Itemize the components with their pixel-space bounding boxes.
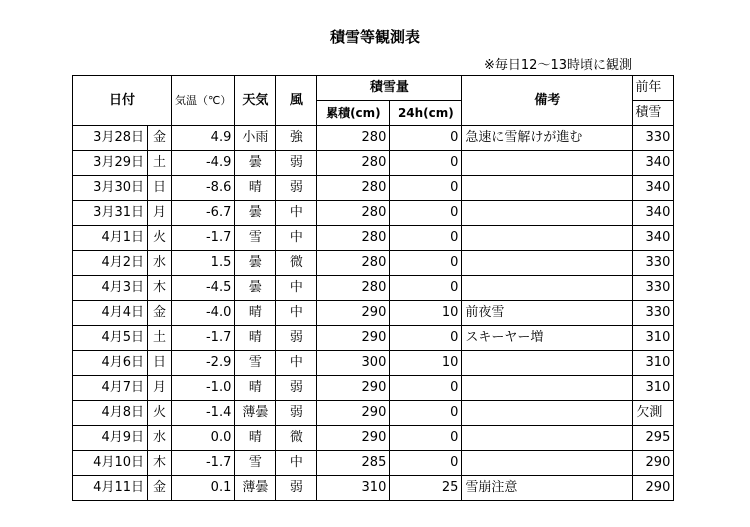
weekday-cell: 水: [148, 251, 172, 276]
cumulative-snow-cell: 290: [317, 301, 390, 326]
table-row: [73, 276, 674, 301]
snow-24h-cell: 10: [390, 301, 462, 326]
header-prev-year-line1: 前年: [633, 76, 674, 101]
weather-cell: 曇: [235, 276, 276, 301]
cumulative-snow-cell: 280: [317, 276, 390, 301]
prev-year-snow-cell: 330: [633, 276, 674, 301]
remarks-cell: スキーヤー増: [462, 326, 633, 351]
date-cell: 4月4日: [73, 301, 148, 326]
wind-cell: 弱: [276, 326, 317, 351]
weather-cell: 晴: [235, 426, 276, 451]
date-cell: 3月30日: [73, 176, 148, 201]
cumulative-snow-cell: 290: [317, 326, 390, 351]
prev-year-snow-cell: 330: [633, 251, 674, 276]
weekday-cell: 日: [148, 176, 172, 201]
remarks-cell: 前夜雪: [462, 301, 633, 326]
header-prev-year-line2: 積雪: [633, 101, 674, 126]
temperature-cell: -4.5: [172, 276, 235, 301]
cumulative-snow-cell: 310: [317, 476, 390, 501]
remarks-cell: [462, 351, 633, 376]
remarks-cell: [462, 201, 633, 226]
wind-cell: 強: [276, 126, 317, 151]
remarks-cell: [462, 451, 633, 476]
wind-cell: 中: [276, 351, 317, 376]
header-wind: 風: [276, 76, 317, 126]
cumulative-snow-cell: 300: [317, 351, 390, 376]
wind-cell: 微: [276, 426, 317, 451]
wind-cell: 弱: [276, 151, 317, 176]
date-cell: 4月6日: [73, 351, 148, 376]
header-date: 日付: [73, 76, 172, 126]
date-cell: 3月31日: [73, 201, 148, 226]
weather-cell: 曇: [235, 201, 276, 226]
snow-24h-cell: 0: [390, 201, 462, 226]
snow-24h-cell: 0: [390, 276, 462, 301]
remarks-cell: 雪崩注意: [462, 476, 633, 501]
cumulative-snow-cell: 280: [317, 201, 390, 226]
wind-cell: 弱: [276, 176, 317, 201]
table-row: [73, 351, 674, 376]
weekday-cell: 土: [148, 151, 172, 176]
prev-year-snow-cell: 340: [633, 201, 674, 226]
wind-cell: 弱: [276, 376, 317, 401]
weekday-cell: 日: [148, 351, 172, 376]
weather-cell: 晴: [235, 326, 276, 351]
header-remarks: 備考: [462, 76, 633, 126]
weekday-cell: 水: [148, 426, 172, 451]
wind-cell: 中: [276, 276, 317, 301]
cumulative-snow-cell: 280: [317, 126, 390, 151]
date-cell: 3月28日: [73, 126, 148, 151]
temperature-cell: -1.4: [172, 401, 235, 426]
snow-24h-cell: 0: [390, 426, 462, 451]
cumulative-snow-cell: 280: [317, 226, 390, 251]
temperature-cell: -1.0: [172, 376, 235, 401]
date-cell: 4月10日: [73, 451, 148, 476]
weather-cell: 曇: [235, 151, 276, 176]
temperature-cell: -1.7: [172, 451, 235, 476]
cumulative-snow-cell: 285: [317, 451, 390, 476]
weather-cell: 晴: [235, 376, 276, 401]
date-cell: 4月7日: [73, 376, 148, 401]
remarks-cell: 急速に雪解けが進む: [462, 126, 633, 151]
cumulative-snow-cell: 280: [317, 251, 390, 276]
prev-year-snow-cell: 310: [633, 326, 674, 351]
snow-24h-cell: 0: [390, 326, 462, 351]
date-cell: 4月3日: [73, 276, 148, 301]
table-row: [73, 176, 674, 201]
weekday-cell: 木: [148, 451, 172, 476]
remarks-cell: [462, 401, 633, 426]
temperature-cell: 1.5: [172, 251, 235, 276]
remarks-cell: [462, 176, 633, 201]
snow-24h-cell: 0: [390, 451, 462, 476]
wind-cell: 中: [276, 226, 317, 251]
wind-cell: 微: [276, 251, 317, 276]
temperature-cell: -4.0: [172, 301, 235, 326]
header-temperature: 気温（℃）: [172, 76, 235, 126]
weekday-cell: 木: [148, 276, 172, 301]
snow-24h-cell: 25: [390, 476, 462, 501]
date-cell: 3月29日: [73, 151, 148, 176]
prev-year-snow-cell: 欠測: [633, 401, 674, 426]
snow-24h-cell: 0: [390, 226, 462, 251]
table-row: [73, 326, 674, 351]
prev-year-snow-cell: 330: [633, 301, 674, 326]
cumulative-snow-cell: 290: [317, 401, 390, 426]
cumulative-snow-cell: 290: [317, 376, 390, 401]
snow-24h-cell: 0: [390, 376, 462, 401]
weekday-cell: 月: [148, 201, 172, 226]
remarks-cell: [462, 426, 633, 451]
weather-cell: 晴: [235, 301, 276, 326]
temperature-cell: -1.7: [172, 326, 235, 351]
header-24h: 24h(cm): [390, 101, 462, 126]
table-row: [73, 376, 674, 401]
temperature-cell: 0.1: [172, 476, 235, 501]
table-row: [73, 451, 674, 476]
table-row: [73, 226, 674, 251]
table-row: [73, 476, 674, 501]
table-row: [73, 401, 674, 426]
observation-note: ※毎日12～13時頃に観測: [484, 58, 632, 73]
snow-24h-cell: 0: [390, 126, 462, 151]
header-snow-amount: 積雪量: [317, 76, 462, 101]
prev-year-snow-cell: 310: [633, 351, 674, 376]
weekday-cell: 土: [148, 326, 172, 351]
cumulative-snow-cell: 290: [317, 426, 390, 451]
cumulative-snow-cell: 280: [317, 151, 390, 176]
table-row: [73, 201, 674, 226]
prev-year-snow-cell: 330: [633, 126, 674, 151]
temperature-cell: 4.9: [172, 126, 235, 151]
wind-cell: 弱: [276, 401, 317, 426]
remarks-cell: [462, 251, 633, 276]
wind-cell: 中: [276, 451, 317, 476]
weather-cell: 雪: [235, 351, 276, 376]
header-weather: 天気: [235, 76, 276, 126]
table-row: [73, 126, 674, 151]
prev-year-snow-cell: 290: [633, 451, 674, 476]
temperature-cell: 0.0: [172, 426, 235, 451]
header-cumulative: 累積(cm): [317, 101, 390, 126]
snow-observation-table: [72, 75, 674, 501]
weather-cell: 薄曇: [235, 401, 276, 426]
date-cell: 4月1日: [73, 226, 148, 251]
wind-cell: 中: [276, 201, 317, 226]
weekday-cell: 金: [148, 126, 172, 151]
prev-year-snow-cell: 340: [633, 176, 674, 201]
prev-year-snow-cell: 290: [633, 476, 674, 501]
remarks-cell: [462, 151, 633, 176]
temperature-cell: -1.7: [172, 226, 235, 251]
snow-24h-cell: 10: [390, 351, 462, 376]
weather-cell: 曇: [235, 251, 276, 276]
weekday-cell: 金: [148, 476, 172, 501]
snow-24h-cell: 0: [390, 251, 462, 276]
weekday-cell: 火: [148, 226, 172, 251]
table-row: [73, 426, 674, 451]
date-cell: 4月11日: [73, 476, 148, 501]
cumulative-snow-cell: 280: [317, 176, 390, 201]
table-row: [73, 151, 674, 176]
prev-year-snow-cell: 340: [633, 151, 674, 176]
temperature-cell: -2.9: [172, 351, 235, 376]
date-cell: 4月8日: [73, 401, 148, 426]
snow-24h-cell: 0: [390, 176, 462, 201]
weekday-cell: 火: [148, 401, 172, 426]
table-row: [73, 251, 674, 276]
date-cell: 4月2日: [73, 251, 148, 276]
temperature-cell: -4.9: [172, 151, 235, 176]
prev-year-snow-cell: 310: [633, 376, 674, 401]
date-cell: 4月5日: [73, 326, 148, 351]
weekday-cell: 金: [148, 301, 172, 326]
date-cell: 4月9日: [73, 426, 148, 451]
remarks-cell: [462, 376, 633, 401]
remarks-cell: [462, 276, 633, 301]
temperature-cell: -8.6: [172, 176, 235, 201]
temperature-cell: -6.7: [172, 201, 235, 226]
weather-cell: 薄曇: [235, 476, 276, 501]
remarks-cell: [462, 226, 633, 251]
weather-cell: 晴: [235, 176, 276, 201]
weather-cell: 小雨: [235, 126, 276, 151]
snow-24h-cell: 0: [390, 401, 462, 426]
page-title: 積雪等観測表: [329, 28, 420, 46]
weekday-cell: 月: [148, 376, 172, 401]
weather-cell: 雪: [235, 451, 276, 476]
table-row: [73, 301, 674, 326]
prev-year-snow-cell: 295: [633, 426, 674, 451]
snow-24h-cell: 0: [390, 151, 462, 176]
wind-cell: 弱: [276, 476, 317, 501]
prev-year-snow-cell: 340: [633, 226, 674, 251]
weather-cell: 雪: [235, 226, 276, 251]
wind-cell: 中: [276, 301, 317, 326]
